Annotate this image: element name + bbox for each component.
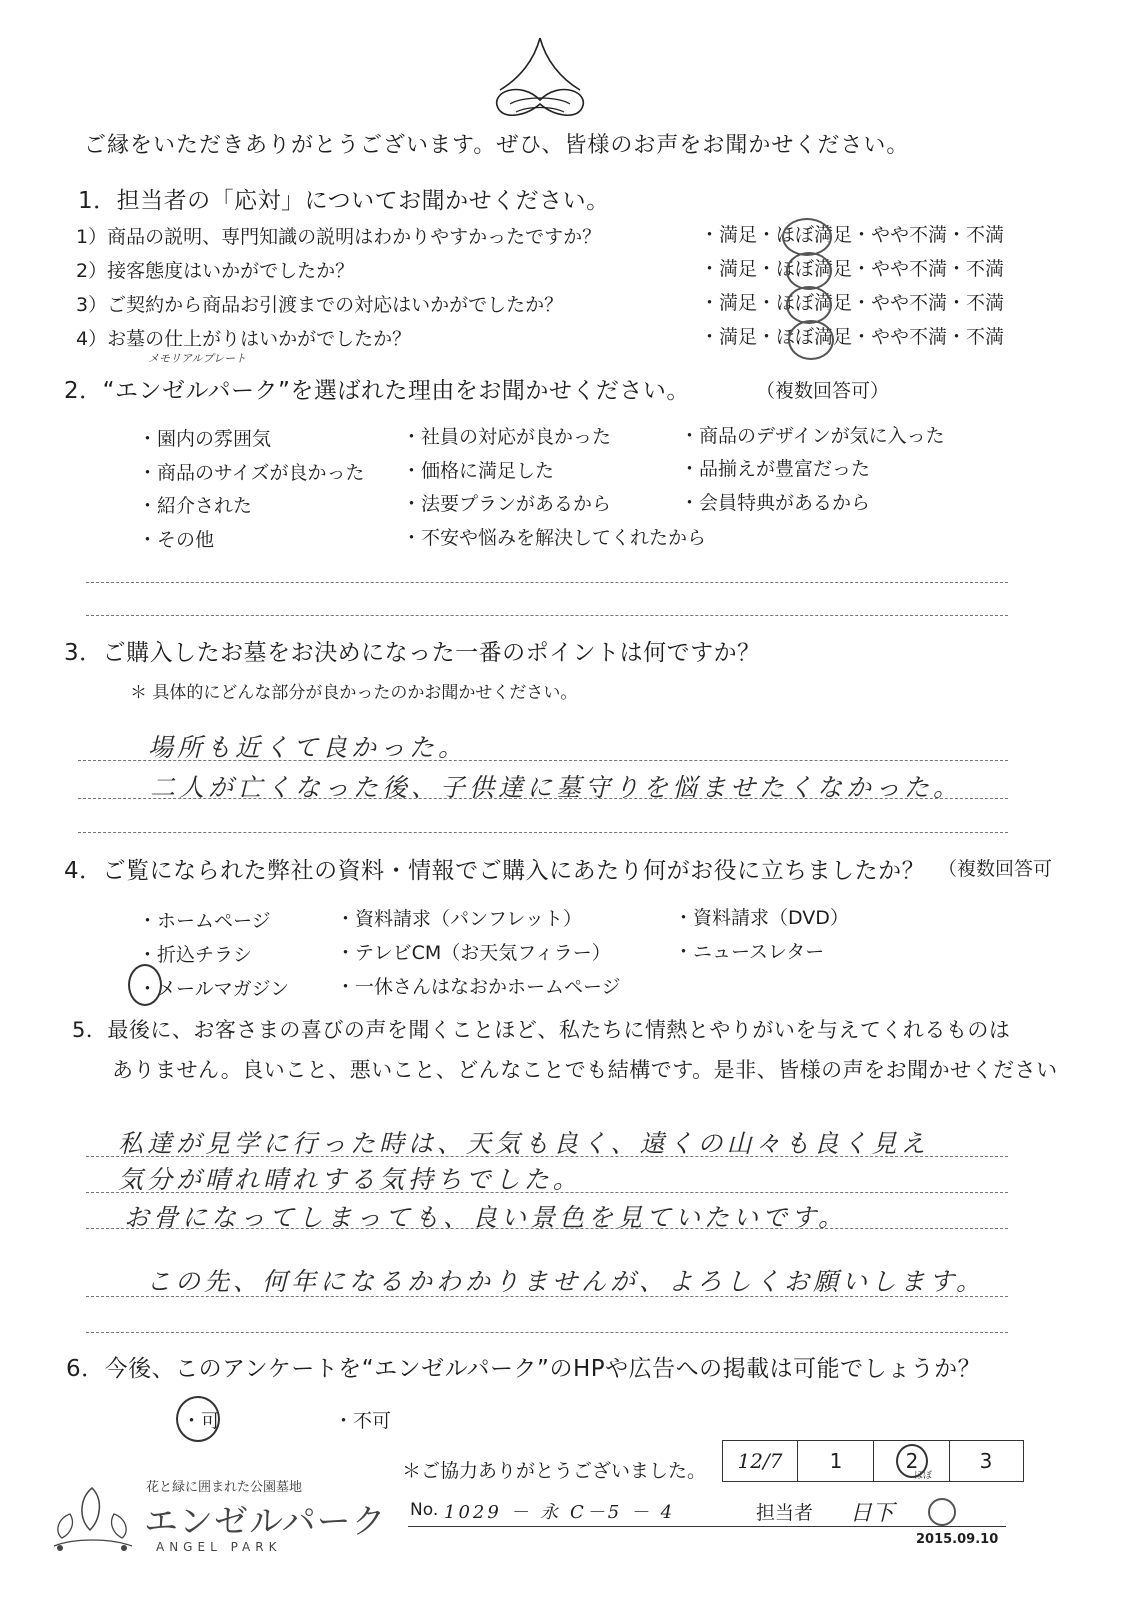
number-value: 1029 － 永 C－5 － 4 — [444, 1502, 676, 1523]
q4-suffix: （複数回答可 — [938, 858, 1053, 880]
answer-line — [86, 615, 1008, 616]
q5-title-line-2: ありません。良いこと、悪いこと、どんなことでも結構です。是非、皆様の声をお聞かせください — [112, 1058, 1058, 1082]
q4-option[interactable]: ・資料請求（DVD） — [674, 907, 849, 929]
q1-rating-4[interactable]: ・満足・ほぼ満足・やや不満・不満 — [700, 326, 1005, 348]
q2-option[interactable]: ・商品のサイズが良かった — [138, 462, 365, 484]
q5-title-line-1: 5．最後に、お客さまの喜びの声を聞くことほど、私たちに情熱とやりがいを与えてくれるものは — [72, 1018, 1011, 1042]
q4-option[interactable]: ・ホームページ — [138, 910, 271, 932]
q5-answer-line-3: お骨になってしまっても、良い景色を見ていたいです。 — [124, 1203, 848, 1232]
q1-rating-1[interactable]: ・満足・ほぼ満足・やや不満・不満 — [700, 224, 1005, 246]
q4-option-selected[interactable]: ・メールマガジン — [138, 978, 290, 1000]
answer-line — [86, 1296, 1008, 1297]
answer-line — [86, 1228, 1008, 1229]
q2-option[interactable]: ・園内の雰囲気 — [138, 428, 272, 450]
staff-label: 担当者 — [756, 1502, 814, 1524]
q1-item-4: 4）お墓の仕上がりはいかがでしたか？ — [76, 328, 412, 350]
stamp-icon — [928, 1498, 956, 1526]
q2-suffix: （複数回答可） — [756, 380, 890, 402]
rank-grid — [722, 1440, 1024, 1482]
q2-option[interactable]: ・会員特典があるから — [680, 492, 871, 514]
selection-circle — [176, 1396, 220, 1442]
selection-circle — [128, 964, 162, 1006]
top-ornament — [470, 30, 610, 126]
answer-line — [78, 760, 1008, 761]
q5-answer-line-2: 気分が晴れ晴れする気持ちでした。 — [118, 1165, 582, 1194]
q4-option[interactable]: ・折込チラシ — [138, 944, 253, 966]
selection-circle — [786, 286, 832, 324]
selection-circle — [786, 252, 832, 290]
answer-line — [86, 582, 1008, 583]
q1-title: 1．担当者の「応対」についてお聞かせください。 — [78, 188, 610, 214]
q2-option[interactable]: ・社員の対応が良かった — [402, 426, 612, 448]
q2-option[interactable]: ・紹介された — [138, 495, 253, 517]
q1-rating-2[interactable]: ・満足・ほぼ満足・やや不満・不満 — [700, 258, 1005, 280]
q3-title: 3．ご購入したお墓をお決めになった一番のポイントは何ですか？ — [64, 640, 761, 666]
answer-line — [86, 1192, 1008, 1193]
q1-item-2: 2）接客態度はいかがでしたか？ — [76, 260, 355, 282]
q2-title: 2．“エンゼルパーク”を選ばれた理由をお聞かせください。 — [64, 378, 690, 404]
q5-answer-line-1: 私達が見学に行った時は、天気も良く、遠くの山々も良く見え — [118, 1129, 930, 1158]
q4-option[interactable]: ・テレビCM（お天気フィラー） — [336, 942, 611, 964]
rank-handnote: ほぼ — [914, 1471, 933, 1481]
q3-note: ＊ 具体的にどんな部分が良かったのかお聞かせください。 — [130, 683, 578, 703]
q2-option[interactable]: ・価格に満足した — [402, 460, 555, 482]
q2-option[interactable]: ・その他 — [138, 529, 215, 551]
q1-rating-3[interactable]: ・満足・ほぼ満足・やや不満・不満 — [700, 292, 1005, 314]
q3-answer-line-1: 場所も近くて良かった。 — [148, 733, 468, 762]
rank-cell-3: 3 — [949, 1441, 1022, 1481]
angel-logo-icon — [40, 1478, 144, 1558]
intro-text: ご縁をいただきありがとうございます。ぜひ、皆様のお声をお聞かせください。 — [84, 133, 910, 158]
footer-logo-en: ANGEL PARK — [156, 1540, 282, 1554]
q1-item-3: 3）ご契約から商品お引渡までの対応はいかがでしたか？ — [76, 294, 564, 316]
q2-handnote: メモリアルプレート — [148, 352, 247, 365]
selection-circle — [788, 320, 834, 360]
q4-title: 4．ご覧になられた弊社の資料・情報でご購入にあたり何がお役に立ちましたか？ — [64, 858, 926, 884]
answer-line — [78, 832, 1008, 833]
rank-cell-date: 12/7 — [737, 1449, 783, 1473]
q2-option[interactable]: ・商品のデザインが気に入った — [680, 425, 945, 447]
staff-underline — [754, 1526, 1006, 1527]
selection-circle — [782, 218, 832, 256]
selection-circle — [896, 1444, 928, 1478]
q1-item-1: 1）商品の説明、専門知識の説明はわかりやすかったですか？ — [76, 226, 602, 248]
q4-option[interactable]: ・ニュースレター — [674, 941, 825, 963]
q5-answer-line-4: この先、何年になるかわかりませんが、よろしくお願いします。 — [146, 1267, 986, 1296]
q3-answer-line-2: 二人が亡くなった後、子供達に墓守りを悩ませたくなかった。 — [150, 773, 963, 802]
thanks-text: ＊ご協力ありがとうございました。 — [402, 1460, 707, 1482]
q6-option-yes[interactable]: ・可 — [182, 1410, 221, 1432]
q6-option-no[interactable]: ・不可 — [334, 1410, 392, 1432]
q2-option[interactable]: ・法要プランがあるから — [402, 493, 612, 515]
rank-cell-2: 2 — [873, 1441, 950, 1481]
rank-cell-1: 1 — [797, 1441, 874, 1481]
q2-option[interactable]: ・品揃えが豊富だった — [680, 458, 871, 480]
answer-line — [86, 1332, 1008, 1333]
number-label: No. — [410, 1500, 439, 1520]
number-underline — [408, 1526, 754, 1527]
footer-tagline: 花と緑に囲まれた公園墓地 — [146, 1480, 303, 1495]
q4-option[interactable]: ・一休さんはなおかホームページ — [336, 976, 621, 998]
answer-line — [78, 798, 1008, 799]
answer-line — [86, 1156, 1008, 1157]
q2-option[interactable]: ・不安や悩みを解決してくれたから — [402, 527, 707, 549]
footer-logo-name: エンゼルパーク — [144, 1502, 387, 1542]
footer-date: 2015.09.10 — [916, 1532, 999, 1547]
q4-option[interactable]: ・資料請求（パンフレット） — [336, 908, 583, 930]
q6-title: 6．今後、このアンケートを“エンゼルパーク”のHPや広告への掲載は可能でしょうか？ — [66, 1356, 982, 1382]
staff-value: 日下 — [850, 1501, 895, 1526]
